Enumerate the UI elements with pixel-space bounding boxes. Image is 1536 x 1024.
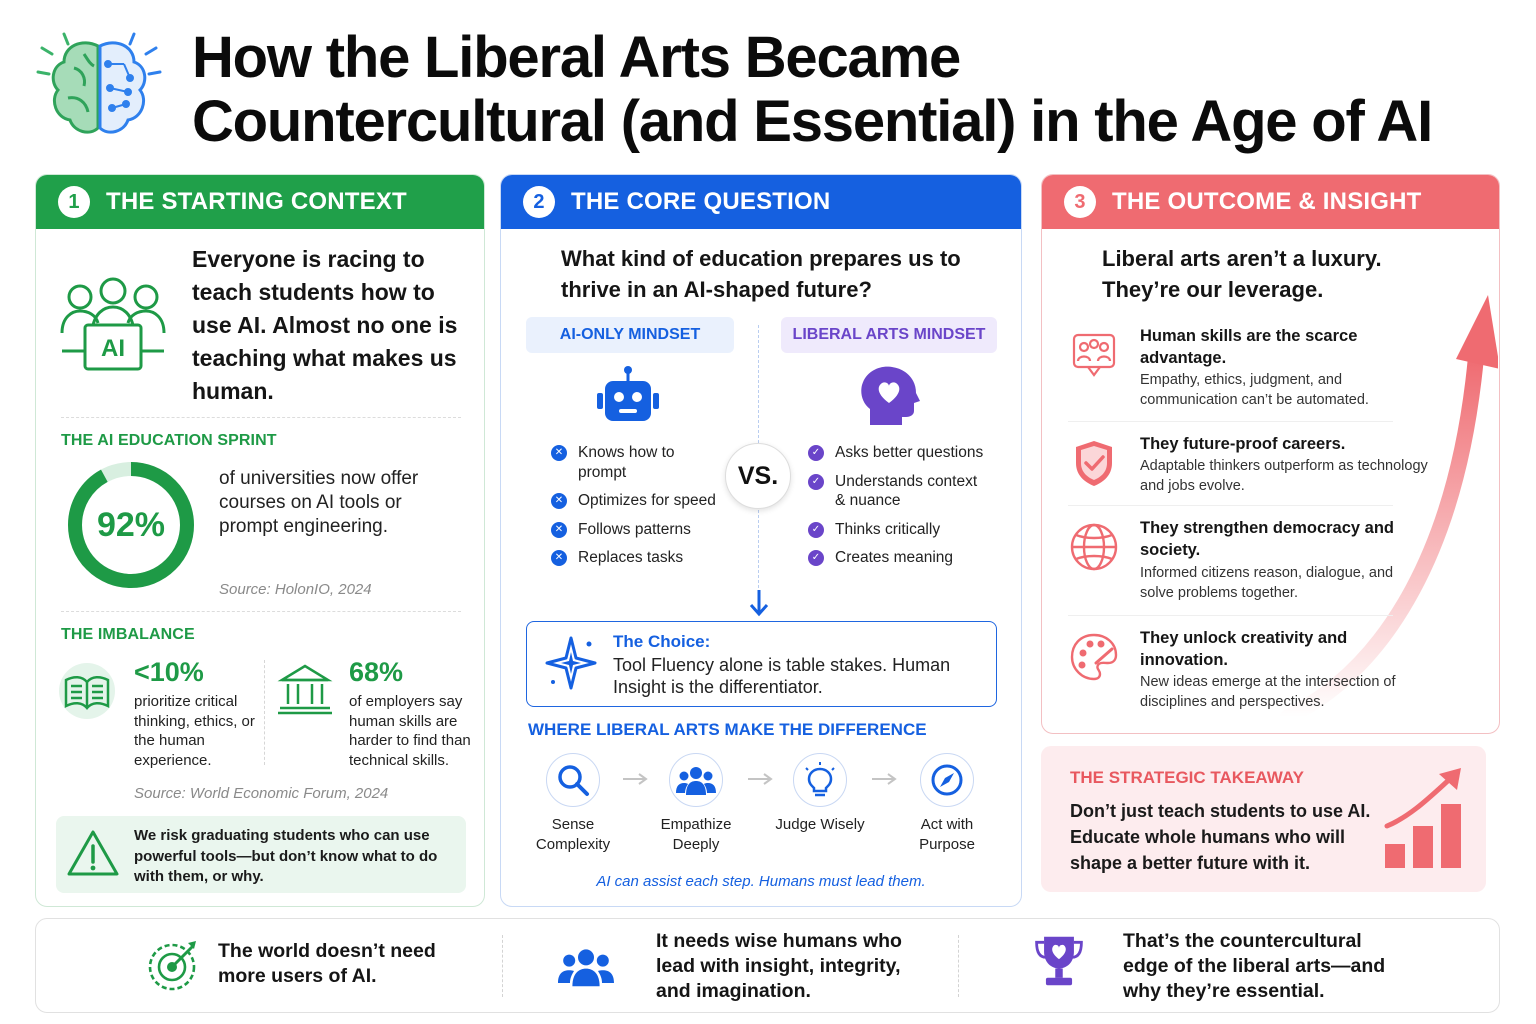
outcome-text: Informed citizens reason, dialogue, and solve problems together.	[1140, 565, 1394, 601]
imbalance-separator	[264, 660, 265, 765]
x-icon: ✕	[551, 522, 567, 538]
list-item: ✓ Creates meaning	[808, 548, 988, 568]
outcome-lead: Liberal arts aren’t a luxury. They’re our leverage.	[1102, 246, 1382, 302]
panel-header	[36, 175, 484, 229]
footer-item	[146, 919, 476, 1012]
step-act-with-purpose	[892, 753, 1002, 855]
panel-header	[501, 175, 1021, 229]
list-item: ✓ Understands context & nuance	[808, 472, 988, 511]
list-item: ✕ Replaces tasks	[551, 548, 721, 568]
outcome-item	[1068, 433, 1428, 503]
panel-header	[1042, 175, 1499, 229]
panel-title: THE OUTCOME & INSIGHT	[1112, 188, 1422, 215]
list-item: ✓ Thinks critically	[808, 520, 988, 540]
panel-outcome-insight	[1041, 174, 1500, 734]
sprint-description: of universities now offer courses on AI tools or prompt engineering.	[219, 468, 419, 537]
sparkle-star-icon	[543, 634, 599, 692]
step-empathize-deeply	[641, 753, 751, 855]
list-item: ✕ Follows patterns	[551, 520, 721, 540]
ai-mindset-label: AI-ONLY MINDSET	[526, 317, 734, 353]
step-sense-complexity	[518, 753, 628, 855]
step-label: Sense Complexity	[535, 816, 611, 853]
people-network-icon	[1068, 329, 1120, 381]
panel-title: THE STARTING CONTEXT	[106, 188, 407, 215]
footer-banner	[35, 918, 1500, 1013]
check-icon: ✓	[808, 550, 824, 566]
footer-separator	[958, 935, 959, 997]
imbalance-left-text: prioritize critical thinking, ethics, or the human experience.	[134, 693, 255, 769]
shield-check-icon	[1068, 437, 1120, 489]
difference-label: WHERE LIBERAL ARTS MAKE THE DIFFERENCE	[528, 720, 927, 739]
arrow-down-icon	[747, 588, 771, 618]
warning-box	[56, 816, 466, 893]
step-label: Judge Wisely	[775, 816, 865, 833]
divider	[61, 611, 461, 612]
step-judge-wisely	[765, 753, 875, 835]
palette-icon	[1068, 631, 1120, 683]
x-icon: ✕	[551, 445, 567, 461]
strategic-takeaway	[1041, 746, 1486, 892]
panel-core-question	[500, 174, 1022, 907]
imbalance-label: THE IMBALANCE	[61, 626, 195, 643]
list-item: ✕ Knows how to prompt	[551, 443, 721, 482]
check-icon: ✓	[808, 445, 824, 461]
step-label: Act with Purpose	[919, 816, 975, 853]
robot-icon	[595, 365, 661, 427]
outcome-title: They unlock creativity and innovation.	[1140, 629, 1348, 669]
growth-chart-icon	[1381, 766, 1471, 872]
outcome-item	[1068, 627, 1408, 717]
sprint-source: Source: HolonIO, 2024	[219, 581, 372, 598]
choice-title: The Choice:	[613, 632, 711, 651]
panel-number: 3	[1064, 186, 1096, 218]
divider	[61, 417, 461, 418]
trophy-heart-icon	[1031, 933, 1087, 989]
outcome-text: Empathy, ethics, judgment, and communication can’t be automated.	[1140, 372, 1369, 408]
footer-item	[1031, 919, 1391, 1012]
sprint-label: THE AI EDUCATION SPRINT	[61, 432, 277, 449]
ai-icon-label: AI	[101, 335, 125, 362]
list-item: ✓ Asks better questions	[808, 443, 988, 463]
title-line-2: Countercultural (and Essential) in the Age of AI	[192, 89, 1432, 154]
choice-text: Tool Fluency alone is table stakes. Human Insight is the differentiator.	[613, 655, 951, 697]
people-ai-icon	[58, 267, 168, 377]
outcome-text: New ideas emerge at the intersection of disciplines and perspectives.	[1140, 674, 1396, 710]
core-question: What kind of education prepares us to thrive in an AI-shaped future?	[561, 246, 961, 302]
footer-text: It needs wise humans who lead with insight, integrity, and imagination.	[656, 930, 902, 1002]
takeaway-label: THE STRATEGIC TAKEAWAY	[1070, 768, 1304, 787]
warning-icon	[66, 828, 120, 878]
imbalance-right-text: of employers say human skills are harder to find than technical skills.	[349, 693, 471, 769]
lead-text: Everyone is racing to teach students how to use AI. Almost no one is teaching what makes us human.	[192, 246, 458, 404]
list-item: ✕ Optimizes for speed	[551, 491, 721, 511]
heart-head-icon	[856, 363, 922, 429]
outcome-title: They future-proof careers.	[1140, 435, 1346, 453]
choice-box	[526, 621, 997, 707]
outcome-text: Adaptable thinkers outperform as technology and jobs evolve.	[1140, 458, 1428, 494]
magnifier-icon	[556, 763, 590, 797]
warning-text: We risk graduating students who can use powerful tools—but don’t know what to do with them, or why.	[134, 827, 438, 885]
outcome-title: They strengthen democracy and society.	[1140, 519, 1394, 559]
globe-icon	[1068, 521, 1120, 573]
divider	[1068, 615, 1393, 616]
compass-icon	[930, 763, 964, 797]
takeaway-text: Don’t just teach students to use AI. Educate whole humans who will shape a better future with it.	[1070, 801, 1371, 873]
open-book-icon	[58, 662, 116, 720]
ai-mindset-list	[551, 443, 721, 577]
imbalance-right-value: 68%	[349, 657, 404, 687]
outcome-item	[1068, 517, 1408, 607]
footer-separator	[502, 935, 503, 997]
title-line-1: How the Liberal Arts Became	[192, 25, 961, 90]
outcome-title: Human skills are the scarce advantage.	[1140, 327, 1358, 367]
institution-icon	[276, 660, 334, 718]
step-label: Empathize Deeply	[660, 816, 732, 853]
target-icon	[146, 937, 202, 993]
header	[30, 18, 1510, 158]
liberal-arts-mindset-label: LIBERAL ARTS MINDSET	[781, 317, 997, 353]
footer-text: The world doesn’t need more users of AI.	[218, 940, 436, 987]
percent-value: 92%	[96, 505, 166, 544]
group-icon	[676, 763, 716, 797]
team-icon	[558, 939, 614, 995]
versus-badge: VS.	[725, 443, 791, 509]
divider	[1068, 505, 1393, 506]
divider	[1068, 421, 1393, 422]
lightbulb-icon	[803, 762, 837, 798]
liberal-arts-mindset-list	[808, 443, 988, 577]
imbalance-left-value: <10%	[134, 657, 204, 687]
difference-footnote: AI can assist each step. Humans must lead them.	[596, 873, 926, 890]
x-icon: ✕	[551, 493, 567, 509]
panel-number: 2	[523, 186, 555, 218]
panel-title: THE CORE QUESTION	[571, 188, 831, 215]
panel-number: 1	[58, 186, 90, 218]
footer-item	[558, 919, 938, 1012]
x-icon: ✕	[551, 550, 567, 566]
panel-starting-context	[35, 174, 485, 907]
footer-text: That’s the countercultural edge of the liberal arts—and why they’re essential.	[1123, 930, 1386, 1002]
check-icon: ✓	[808, 522, 824, 538]
brain-icon	[34, 28, 164, 148]
check-icon: ✓	[808, 474, 824, 490]
outcome-item	[1068, 325, 1408, 415]
imbalance-source: Source: World Economic Forum, 2024	[134, 785, 389, 802]
page-title	[192, 26, 1432, 154]
